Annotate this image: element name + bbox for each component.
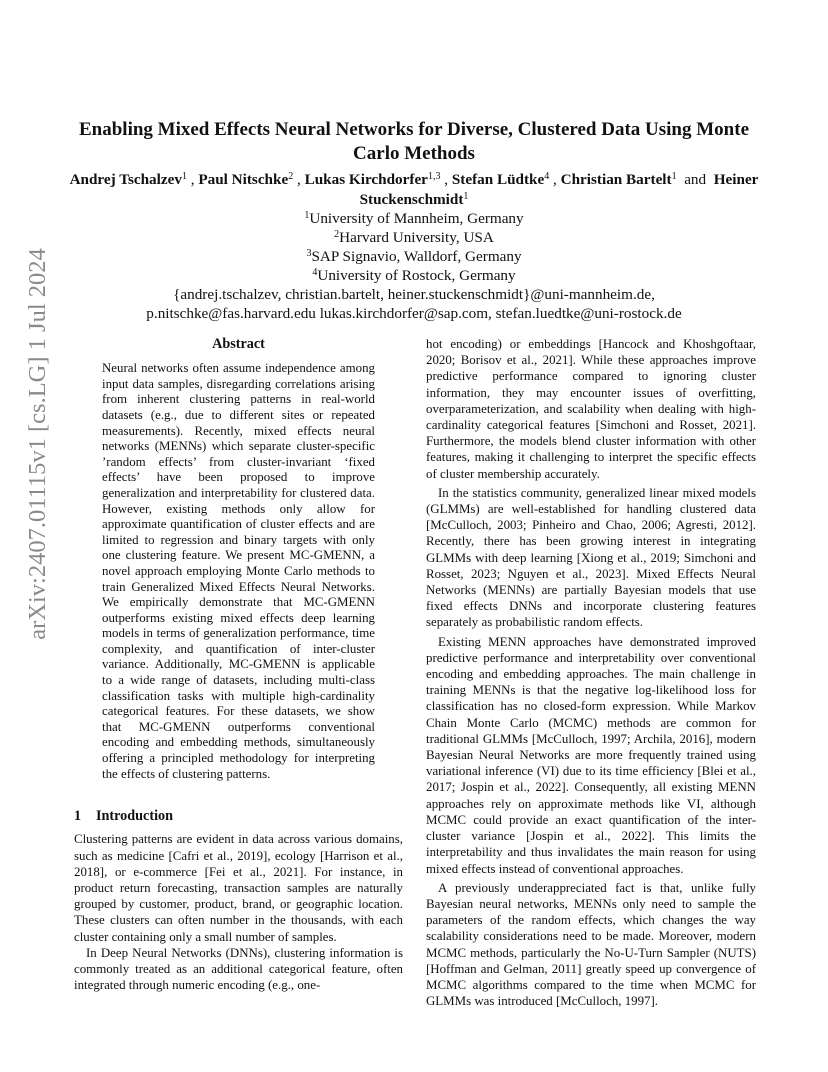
author-affiliation-mark: 2 (288, 171, 294, 182)
body-paragraph: In Deep Neural Networks (DNNs), clustering information is commonly treated as an additional categorical feature, often integrated through numeric encoding (e.g., one- (74, 945, 403, 993)
author-list (60, 170, 768, 209)
author-name: Paul Nitschke (198, 171, 289, 188)
author-name: Stefan Lüdtke (451, 171, 545, 188)
affiliation-mark: 2 (334, 229, 340, 240)
affiliation (60, 228, 768, 247)
author-name: Andrej Tschalzev (69, 171, 182, 188)
affiliation-mark: 4 (312, 267, 318, 278)
author-name: Christian Bartelt (560, 171, 672, 188)
affiliation (60, 247, 768, 266)
author-affiliation-mark: 1,3 (427, 171, 441, 182)
author-name: Heiner Stuckenschmidt (359, 171, 759, 208)
section-title: Introduction (96, 808, 173, 825)
affiliation-text: University of Mannheim, Germany (309, 210, 524, 227)
body-paragraph: A previously underappreciated fact is that, unlike fully Bayesian neural networks, MENNs only need to sample the parameters of the random effects, which changes the way scalability considerations need to be made. Moreover, modern MCMC methods, particularly the No-U-Turn Sampler (NUTS) [Hoffman and Gelman, 2011] greatly speed up convergence of MCMC algorithms compared to the time when MCMC for GLMMs was introduced [McCulloch, 1997]. (426, 880, 756, 1009)
section-heading (74, 808, 403, 824)
author-separator: , (549, 171, 561, 188)
author-affiliation-mark: 4 (544, 171, 550, 182)
affiliation-mark: 1 (304, 210, 310, 221)
author-block (60, 170, 768, 323)
abstract-heading: Abstract (212, 336, 265, 352)
affiliation-text: Harvard University, USA (339, 229, 494, 246)
author-separator: , (440, 171, 452, 188)
affiliation-text: SAP Signavio, Walldorf, Germany (311, 248, 522, 265)
section-number: 1 (74, 808, 82, 825)
author-name: Lukas Kirchdorfer (304, 171, 428, 188)
author-affiliation-mark: 1 (463, 190, 469, 202)
email-line[interactable]: {andrej.tschalzev, christian.bartelt, heiner.stuckenschmidt}@uni-mannheim.de, (173, 286, 655, 303)
author-separator: , (186, 171, 199, 188)
body-paragraph: Clustering patterns are evident in data across various domains, such as medicine [Cafri et al., 2019], ecology [Harrison et al., 2018], or e-commerce [Fei et al., 2021]. For instance, in product return forecasting, transaction samples are naturally grouped by customer, product, brand, or geographic location. These clusters can often number in the thousands, with each cluster containing only a small number of samples. (74, 832, 403, 944)
paper-title: Enabling Mixed Effects Neural Networks for Diverse, Clustered Data Using Monte Carlo Methods (78, 119, 750, 164)
body-paragraph: In the statistics community, generalized linear mixed models (GLMMs) are well-established for handling clustered data [McCulloch, 2003; Pinheiro and Chao, 2006; Agresti, 2012]. Recently, there has been growing interest in integrating GLMMs with deep learning [Xiong et al., 2019; Simchoni and Rosset, 2023; Nguyen et al., 2023]. Mixed Effects Neural Networks (MENNs) are partially Bayesian models that use fixed effects DNNs and incorporate clustering features separately as probabilistic random effects. (426, 485, 756, 630)
author-affiliation-mark: 1 (181, 171, 187, 182)
author-separator: , (293, 171, 305, 188)
affiliation-mark: 3 (306, 248, 312, 259)
arxiv-stamp (24, 248, 52, 640)
abstract-text: Neural networks often assume independence among input data samples, disregarding correlations arising from inherent clustering patterns in real-world datasets (e.g., due to different sites or repeated measurements). Recently, mixed effects neural networks (MENNs) which separate cluster-specific ’random effects’ from cluster-invariant ‘fixed effects’ have been proposed to improve generalization and interpretability for clustered data. However, existing methods only allow for approximate quantification of cluster effects and are limited to regression and binary targets with only one clustering feature. We present MC-GMENN, a novel approach employing Monte Carlo methods to train Generalized Mixed Effects Neural Networks. We empirically demonstrate that MC-GMENN outperforms existing mixed effects deep learning models in terms of generalization performance, time complexity, and quantification of inter-cluster variance. Additionally, MC-GMENN is applicable to a wide range of datasets, including multi-class classification tasks with multiple high-cardinality categorical features. For these datasets, we show that MC-GMENN outperforms conventional encoding and embedding methods, simultaneously offering a principled methodology for interpreting the effects of clustering patterns. (102, 361, 375, 781)
author-and: and (684, 171, 707, 188)
right-column (426, 336, 756, 1009)
left-column (74, 336, 403, 993)
affiliation (60, 209, 768, 228)
affiliation-text: University of Rostock, Germany (317, 267, 516, 284)
body-paragraph: Existing MENN approaches have demonstrated improved predictive performance and interpretability over conventional encoding and embedding approaches. The main challenge in training MENNs is that the negative log-likelihood loss for classification has no closed-form expression. While Markov Chain Monte Carlo (MCMC) methods are common for traditional GLMMs [McCulloch, 1997; Archila, 2016], modern Bayesian Neural Networks are more frequently trained using variational inference (VI) due to its time efficiency [Blei et al., 2017; Jospin et al., 2022]. Consequently, all existing MENN approaches rely on approximate methods like VI, although MCMC could provide an exact quantification of the inter-cluster variance [Jospin et al., 2022]. This limits the interpretability and thus invalidates the main reason for using mixed effects instead of conventional approaches. (426, 634, 756, 876)
author-affiliation-mark: 1 (671, 171, 677, 182)
arxiv-stamp-text: arXiv:2407.01115v1 [cs.LG] 1 Jul 2024 (24, 248, 51, 640)
email-line[interactable]: p.nitschke@fas.harvard.edu lukas.kirchdorfer@sap.com, stefan.luedtke@uni-rostock.de (146, 305, 682, 322)
body-paragraph: hot encoding) or embeddings [Hancock and Khoshgoftaar, 2020; Borisov et al., 2021]. While these approaches improve predictive performance compared to ignoring cluster information, they may encounter issues of overfitting, overparameterization, and scalability when dealing with high-cardinality categorical features [Simchoni and Rosset, 2021]. Furthermore, the models blend cluster information with other features, making it challenging to interpret the specific effects of cluster membership accurately. (426, 337, 756, 481)
affiliation (60, 266, 768, 285)
